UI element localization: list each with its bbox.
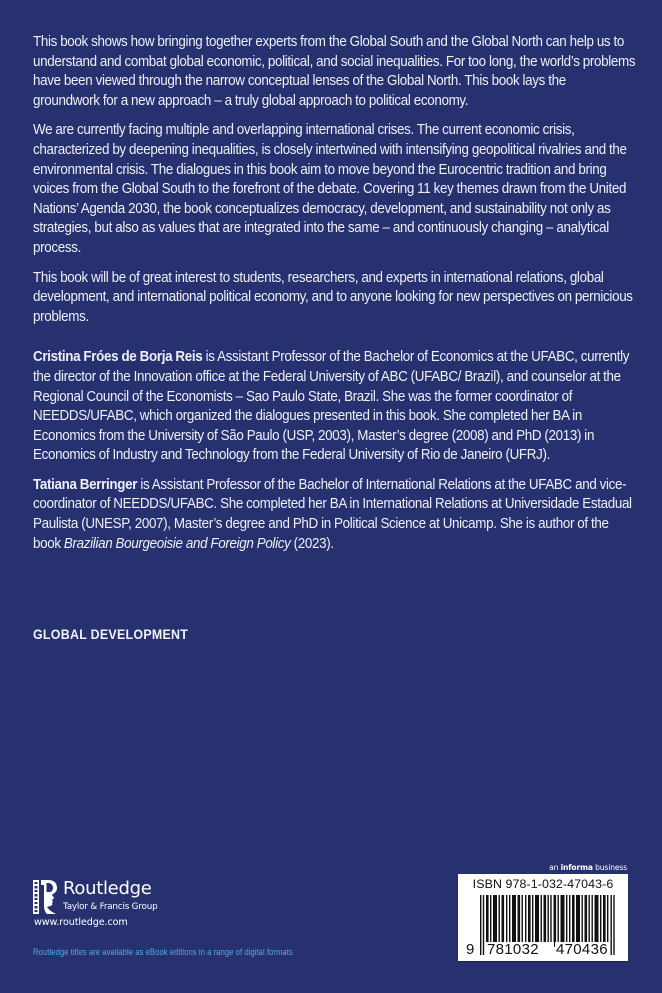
author-book-title: Brazilian Bourgeoisie and Foreign Policy bbox=[63, 535, 291, 552]
author-bio-text-1: is Assistant Professor of the Bachelor of Economics at the UFABC, currently the director of the Innovation office at the Federal University of ABC (UFABC/ Brazil), and counselor at the Regional Council of the Economists – Sao Paulo State, Brazil. She was the former coordinator of NEEDDS/UFABC, which organized the dialogues presented in this book. She completed her BA in Economics from the University of São Paulo (USP, 2003), Master’s degree (2008) and PhD (2013) in Economics of Industry and Technology from the Federal University of Rio de Janeiro (UFRJ). bbox=[33, 349, 630, 464]
back-cover-text bbox=[33, 33, 636, 564]
publisher-url[interactable]: www.routledge.com bbox=[34, 917, 128, 928]
series-label: GLOBAL DEVELOPMENT bbox=[33, 627, 189, 642]
description-paragraph-3: This book will be of great interest to students, researchers, and experts in international relations, global development, and international political economy, and to anyone looking for new perspectives on pernicious problems. bbox=[33, 269, 633, 325]
publisher-wordmark bbox=[63, 879, 157, 913]
barcode-lead-digit: 9 bbox=[466, 941, 475, 958]
informa-suffix: business bbox=[592, 863, 627, 872]
author-bio-text-2-end: (2023). bbox=[290, 535, 334, 552]
routledge-r-icon bbox=[33, 879, 59, 915]
barcode-right-digits: 470436 bbox=[556, 941, 608, 958]
author-bio-2 bbox=[33, 476, 636, 554]
barcode-digits bbox=[466, 942, 609, 957]
author-name-2: Tatiana Berringer bbox=[33, 476, 138, 493]
informa-business-tag bbox=[549, 863, 627, 872]
ebook-note: Routledge titles are available as eBook editions in a range of digital formats bbox=[33, 947, 293, 958]
publisher-name: Routledge bbox=[63, 878, 152, 899]
author-name-1: Cristina Fróes de Borja Reis bbox=[33, 349, 203, 366]
barcode-left-digits: 781032 bbox=[486, 942, 554, 957]
isbn-label: ISBN 978-1-032-47043-6 bbox=[472, 877, 614, 891]
isbn-barcode bbox=[458, 874, 628, 961]
author-bio-text-2: is Assistant Professor of the Bachelor of International Relations at the UFABC and vice-coordinator of NEEDDS/UFABC. She completed her BA in International Relations at Universidade Estadual Paulista (UNESP, 2007), Master’s degree and PhD in Political Science at Unicamp. She is author of the book bbox=[33, 476, 632, 552]
informa-prefix: an bbox=[549, 863, 561, 872]
author-bio-1 bbox=[33, 348, 636, 466]
publisher-group: Taylor & Francis Group bbox=[63, 902, 158, 912]
publisher-logo bbox=[33, 879, 157, 915]
description-paragraph-1: This book shows how bringing together experts from the Global South and the Global North can help us to understand and combat global economic, political, and social inequalities. For too long, the world’s problems have been viewed through the narrow conceptual lenses of the Global North. This book lays the groundwork for a new approach – a truly global approach to political economy. bbox=[33, 34, 636, 109]
informa-brand: informa bbox=[560, 863, 593, 872]
description-paragraph-2: We are currently facing multiple and overlapping international crises. The current economic crisis, characterized by deepening inequalities, is closely intertwined with intensifying geopolitical rivalries and the environmental crisis. The dialogues in this book aim to move beyond the Eurocentric tradition and bring voices from the Global South to the forefront of the debate. Covering 11 key themes drawn from the United Nations’ Agenda 2030, the book conceptualizes democracy, development, and sustainability not only as strategies, but also as values that are integrated into the same – and continuously changing – analytical process. bbox=[33, 122, 627, 256]
